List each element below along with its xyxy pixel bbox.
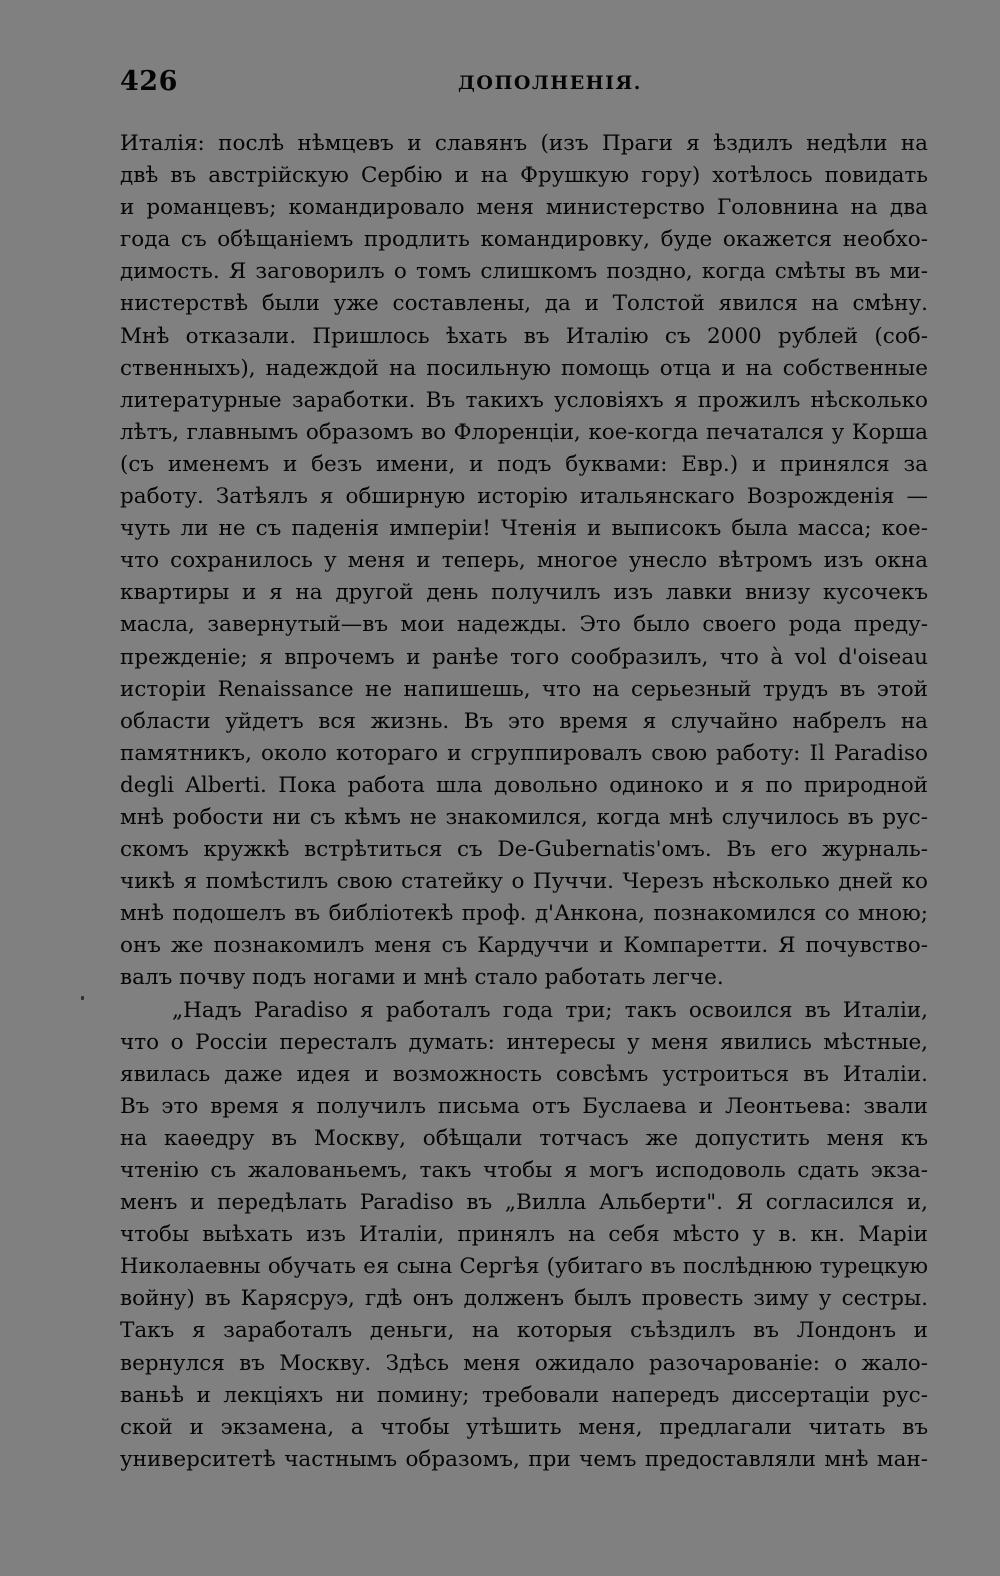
text-line: (съ именемъ и безъ имени, и подъ буквами: Евр.) и принялся за bbox=[120, 451, 928, 477]
text-line: работу. Затѣялъ я обширную исторію итальянскаго Возрожденія — bbox=[120, 484, 928, 510]
text-line: года съ обѣщаніемъ продлить командировку, буде окажется необхо- bbox=[120, 227, 928, 253]
margin-ink-speck bbox=[81, 996, 84, 1000]
text-line: войну) въ Карясруэ, гдѣ онъ долженъ былъ провесть зиму у сестры. bbox=[120, 1286, 928, 1312]
text-line: менъ и передѣлать Paradiso въ „Вилла Альберти". Я согласился и, bbox=[120, 1190, 928, 1216]
text-line: мнѣ подошелъ въ библіотекѣ проф. д'Анкона, познакомился со мною; bbox=[120, 901, 928, 927]
text-line: Такъ я заработалъ деньги, на которыя съѣздилъ въ Лондонъ и bbox=[120, 1318, 928, 1344]
text-line: мнѣ робости ни съ кѣмъ не знакомился, когда мнѣ случилось въ рус- bbox=[120, 804, 928, 830]
text-line: квартиры и я на другой день получилъ изъ лавки внизу кусочекъ bbox=[120, 580, 928, 606]
text-line: университетѣ частнымъ образомъ, при чемъ предоставляли мнѣ ман- bbox=[120, 1446, 928, 1472]
text-line: „Надъ Paradiso я работалъ года три; такъ освоился въ Италіи, bbox=[172, 997, 928, 1023]
text-line: ской и экзамена, а чтобы утѣшить меня, предлагали читать въ bbox=[120, 1414, 928, 1440]
text-line: нистерствѣ были уже составлены, да и Толстой явился на смѣну. bbox=[120, 291, 928, 317]
text-line: онъ же познакомилъ меня съ Кардуччи и Компаретти. Я почувство- bbox=[120, 933, 928, 959]
text-line: чтобы выѣхать изъ Италіи, принялъ на себя мѣсто у в. кн. Маріи bbox=[120, 1222, 928, 1248]
text-line: чикѣ я помѣстилъ свою статейку о Пуччи. Черезъ нѣсколько дней ко bbox=[120, 869, 928, 895]
running-head: ДОПОЛНЕНІЯ. bbox=[458, 72, 642, 94]
text-line: чтенію съ жалованьемъ, такъ чтобы я могъ исподоволь сдать экза- bbox=[120, 1158, 928, 1183]
text-line: димость. Я заговорилъ о томъ слишкомъ поздно, когда смѣты въ ми- bbox=[120, 259, 928, 285]
text-line: явилась даже идея и возможность совсѣмъ устроиться въ Италіи. bbox=[120, 1061, 928, 1087]
text-line: Въ это время я получилъ письма отъ Буслаева и Леонтьева: звали bbox=[120, 1093, 928, 1119]
text-line: прежденіе; я впрочемъ и ранѣе того сообразилъ, что à vol d'oiseau bbox=[120, 644, 928, 670]
text-line: ваньѣ и лекціяхъ ни помину; требовали напередъ диссертаціи рус- bbox=[120, 1382, 928, 1408]
text-line: чуть ли не съ паденія имперіи! Чтенія и выписокъ была масса; кое- bbox=[120, 516, 928, 542]
text-line: ственныхъ), надеждой на посильную помощь отца и на собственные bbox=[120, 355, 928, 381]
text-line: вернулся въ Москву. Здѣсь меня ожидало разочарованіе: о жало- bbox=[120, 1350, 928, 1376]
text-line: памятникъ, около котораго и сгруппировалъ свою работу: Il Paradiso bbox=[120, 740, 928, 766]
text-line: лѣтъ, главнымъ образомъ во Флоренціи, кое-когда печатался у Корша bbox=[120, 419, 928, 445]
text-line: degli Alberti. Пока работа шла довольно одиноко и я по природной bbox=[120, 772, 928, 798]
text-line: и романцевъ; командировало меня министерство Головнина на два bbox=[120, 195, 928, 221]
text-line: Италія: послѣ нѣмцевъ и славянъ (изъ Праги я ѣздилъ недѣли на bbox=[120, 131, 928, 156]
text-line: масла, завернутый—въ мои надежды. Это было своего рода преду- bbox=[120, 612, 928, 638]
text-line: исторіи Renaissance не напишешь, что на серьезный трудъ въ этой bbox=[120, 676, 928, 702]
body-text bbox=[120, 128, 928, 1476]
text-line: что о Россіи пересталъ думать: интересы у меня явились мѣстные, bbox=[120, 1029, 928, 1055]
text-line: литературные заработки. Въ такихъ условіяхъ я прожилъ нѣсколько bbox=[120, 387, 928, 413]
text-line: двѣ въ австрійскую Сербію и на Фрушкую гору) хотѣлось повидать bbox=[120, 163, 928, 189]
text-line: на каѳедру въ Москву, обѣщали тотчасъ же допустить меня къ bbox=[120, 1125, 928, 1151]
page-header bbox=[120, 66, 928, 100]
text-line: области уйдетъ вся жизнь. Въ это время я случайно набрелъ на bbox=[120, 708, 928, 734]
text-line: валъ почву подъ ногами и мнѣ стало работать легче. bbox=[120, 965, 724, 991]
paragraph-1 bbox=[120, 128, 928, 995]
page-number: 426 bbox=[120, 66, 178, 97]
text-line: что сохранилось у меня и теперь, многое унесло вѣтромъ изъ окна bbox=[120, 548, 928, 574]
text-line: скомъ кружкѣ встрѣтиться съ De-Gubernatis'омъ. Въ его журналь- bbox=[120, 837, 928, 863]
text-line: Николаевны обучать ея сына Сергѣя (убитаго въ послѣднюю турецкую bbox=[120, 1254, 928, 1280]
text-line: Мнѣ отказали. Пришлось ѣхать въ Италію съ 2000 рублей (соб- bbox=[120, 323, 928, 349]
paragraph-2 bbox=[120, 995, 928, 1476]
